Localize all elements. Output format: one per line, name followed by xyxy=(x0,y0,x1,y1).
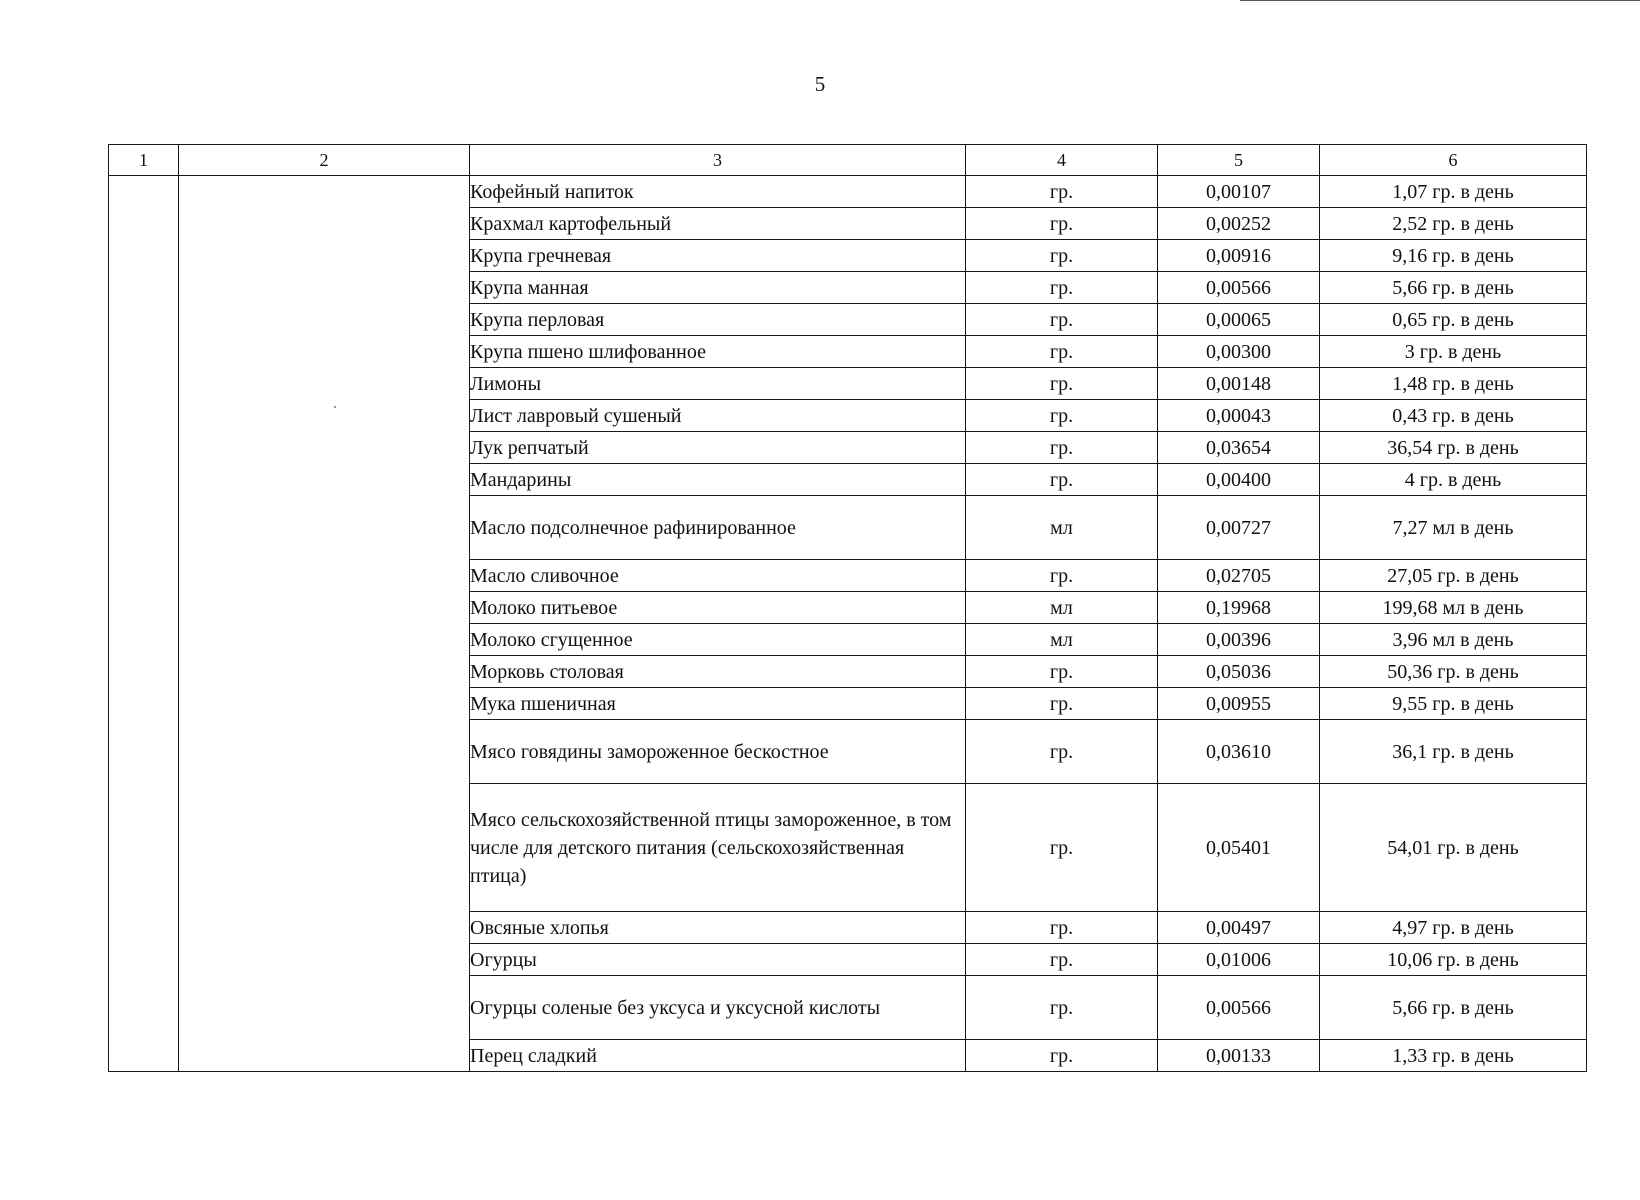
unit-cell: гр. xyxy=(966,784,1158,912)
product-name-cell: Огурцы xyxy=(470,944,966,976)
daily-norm-cell: 5,66 гр. в день xyxy=(1320,272,1587,304)
product-name-cell: Перец сладкий xyxy=(470,1040,966,1072)
coefficient-cell: 0,00955 xyxy=(1158,688,1320,720)
coefficient-cell: 0,00566 xyxy=(1158,976,1320,1040)
product-name-cell: Крупа манная xyxy=(470,272,966,304)
coefficient-cell: 0,00133 xyxy=(1158,1040,1320,1072)
daily-norm-cell: 0,65 гр. в день xyxy=(1320,304,1587,336)
product-name-cell: Лимоны xyxy=(470,368,966,400)
unit-cell: гр. xyxy=(966,944,1158,976)
coefficient-cell: 0,00043 xyxy=(1158,400,1320,432)
unit-cell: гр. xyxy=(966,912,1158,944)
unit-cell: гр. xyxy=(966,368,1158,400)
product-name-cell: Молоко питьевое xyxy=(470,592,966,624)
product-name-cell: Мандарины xyxy=(470,464,966,496)
product-name-cell: Овсяные хлопья xyxy=(470,912,966,944)
product-name-cell: Масло подсолнечное рафинированное xyxy=(470,496,966,560)
daily-norm-cell: 3,96 мл в день xyxy=(1320,624,1587,656)
product-name-cell: Лист лавровый сушеный xyxy=(470,400,966,432)
unit-cell: гр. xyxy=(966,688,1158,720)
daily-norm-cell: 1,07 гр. в день xyxy=(1320,176,1587,208)
unit-cell: гр. xyxy=(966,560,1158,592)
daily-norm-cell: 54,01 гр. в день xyxy=(1320,784,1587,912)
daily-norm-cell: 36,54 гр. в день xyxy=(1320,432,1587,464)
daily-norm-cell: 5,66 гр. в день xyxy=(1320,976,1587,1040)
daily-norm-cell: 4 гр. в день xyxy=(1320,464,1587,496)
product-name-cell: Мясо сельскохозяйственной птицы замороженное, в том числе для детского питания (сельскохозяйственная птица) xyxy=(470,784,966,912)
top-edge-rule xyxy=(1240,0,1640,1)
product-name-cell: Молоко сгущенное xyxy=(470,624,966,656)
product-name-cell: Крупа пшено шлифованное xyxy=(470,336,966,368)
daily-norm-cell: 7,27 мл в день xyxy=(1320,496,1587,560)
coefficient-cell: 0,03654 xyxy=(1158,432,1320,464)
unit-cell: гр. xyxy=(966,208,1158,240)
header-col-6: 6 xyxy=(1320,145,1587,176)
header-col-2: 2 xyxy=(179,145,470,176)
product-name-cell: Кофейный напиток xyxy=(470,176,966,208)
daily-norm-cell: 199,68 мл в день xyxy=(1320,592,1587,624)
coefficient-cell: 0,03610 xyxy=(1158,720,1320,784)
product-name-cell: Крупа перловая xyxy=(470,304,966,336)
product-name-cell: Мука пшеничная xyxy=(470,688,966,720)
header-row xyxy=(109,145,1587,176)
header-col-3: 3 xyxy=(470,145,966,176)
product-name-cell: Морковь столовая xyxy=(470,656,966,688)
page-number: 5 xyxy=(814,72,826,96)
coefficient-cell: 0,00300 xyxy=(1158,336,1320,368)
coefficient-cell: 0,00148 xyxy=(1158,368,1320,400)
coefficient-cell: 0,19968 xyxy=(1158,592,1320,624)
product-norms-table xyxy=(108,144,1587,1072)
unit-cell: гр. xyxy=(966,400,1158,432)
coefficient-cell: 0,02705 xyxy=(1158,560,1320,592)
coefficient-cell: 0,00252 xyxy=(1158,208,1320,240)
merged-col-1-cell xyxy=(109,176,179,1072)
daily-norm-cell: 1,48 гр. в день xyxy=(1320,368,1587,400)
daily-norm-cell: 3 гр. в день xyxy=(1320,336,1587,368)
daily-norm-cell: 9,16 гр. в день xyxy=(1320,240,1587,272)
product-name-cell: Лук репчатый xyxy=(470,432,966,464)
unit-cell: гр. xyxy=(966,336,1158,368)
coefficient-cell: 0,00916 xyxy=(1158,240,1320,272)
coefficient-cell: 0,05036 xyxy=(1158,656,1320,688)
merged-col-2-cell xyxy=(179,176,470,1072)
product-name-cell: Огурцы соленые без уксуса и уксусной кислоты xyxy=(470,976,966,1040)
table-row xyxy=(109,176,1587,208)
coefficient-cell: 0,01006 xyxy=(1158,944,1320,976)
daily-norm-cell: 2,52 гр. в день xyxy=(1320,208,1587,240)
daily-norm-cell: 27,05 гр. в день xyxy=(1320,560,1587,592)
unit-cell: гр. xyxy=(966,976,1158,1040)
daily-norm-cell: 4,97 гр. в день xyxy=(1320,912,1587,944)
unit-cell: гр. xyxy=(966,240,1158,272)
unit-cell: гр. xyxy=(966,656,1158,688)
product-name-cell: Крахмал картофельный xyxy=(470,208,966,240)
product-name-cell: Мясо говядины замороженное бескостное xyxy=(470,720,966,784)
coefficient-cell: 0,00107 xyxy=(1158,176,1320,208)
unit-cell: мл xyxy=(966,496,1158,560)
unit-cell: гр. xyxy=(966,432,1158,464)
daily-norm-cell: 9,55 гр. в день xyxy=(1320,688,1587,720)
unit-cell: гр. xyxy=(966,720,1158,784)
daily-norm-cell: 1,33 гр. в день xyxy=(1320,1040,1587,1072)
product-name-cell: Масло сливочное xyxy=(470,560,966,592)
table-body xyxy=(109,176,1587,1072)
header-col-5: 5 xyxy=(1158,145,1320,176)
unit-cell: гр. xyxy=(966,272,1158,304)
unit-cell: гр. xyxy=(966,464,1158,496)
coefficient-cell: 0,00497 xyxy=(1158,912,1320,944)
coefficient-cell: 0,00396 xyxy=(1158,624,1320,656)
header-col-1: 1 xyxy=(109,145,179,176)
product-name-cell: Крупа гречневая xyxy=(470,240,966,272)
unit-cell: гр. xyxy=(966,176,1158,208)
coefficient-cell: 0,00065 xyxy=(1158,304,1320,336)
daily-norm-cell: 50,36 гр. в день xyxy=(1320,656,1587,688)
coefficient-cell: 0,05401 xyxy=(1158,784,1320,912)
unit-cell: мл xyxy=(966,624,1158,656)
daily-norm-cell: 36,1 гр. в день xyxy=(1320,720,1587,784)
header-col-4: 4 xyxy=(966,145,1158,176)
daily-norm-cell: 10,06 гр. в день xyxy=(1320,944,1587,976)
unit-cell: гр. xyxy=(966,1040,1158,1072)
unit-cell: гр. xyxy=(966,304,1158,336)
table-header xyxy=(109,145,1587,176)
unit-cell: мл xyxy=(966,592,1158,624)
coefficient-cell: 0,00727 xyxy=(1158,496,1320,560)
coefficient-cell: 0,00566 xyxy=(1158,272,1320,304)
coefficient-cell: 0,00400 xyxy=(1158,464,1320,496)
daily-norm-cell: 0,43 гр. в день xyxy=(1320,400,1587,432)
